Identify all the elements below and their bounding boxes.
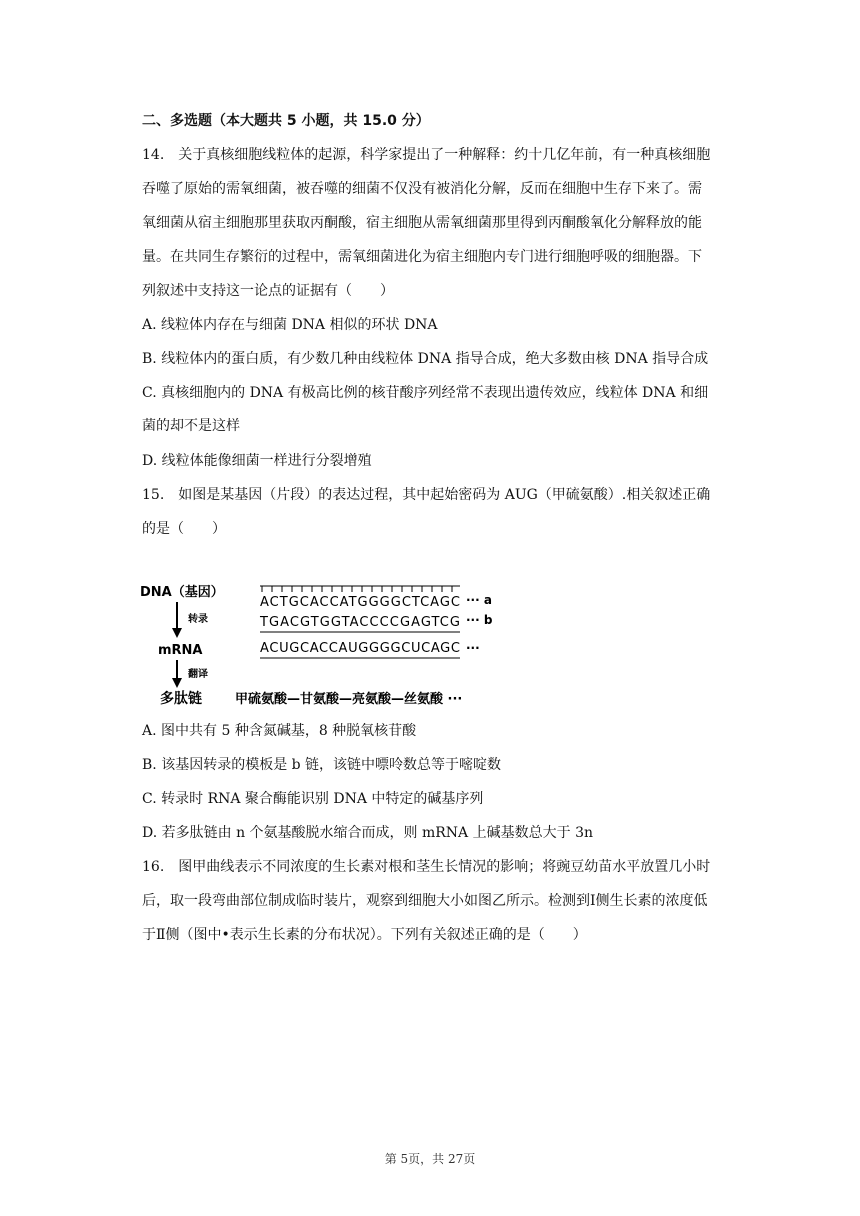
polypeptide-chain: 甲硫氨酸—甘氨酸—亮氨酸—丝氨酸 ··· xyxy=(235,692,463,707)
q16-line-1: 16. 图甲曲线表示不同浓度的生长素对根和茎生长情况的影响；将豌豆幼苗水平放置几小时 xyxy=(142,859,711,875)
q14-line-1: 14. 关于真核细胞线粒体的起源，科学家提出了一种解释：约十几亿年前，有一种真核细胞 xyxy=(142,147,711,163)
q14-option-c: C. 真核细胞内的 DNA 有极高比例的核苷酸序列经常不表现出遗传效应，线粒体 DNA 和细 xyxy=(142,385,709,401)
strand-a-label: ··· a xyxy=(466,593,492,607)
figure-label-mrna: mRNA xyxy=(158,643,203,658)
strand-b-label: ··· b xyxy=(466,613,493,627)
section-title: 二、多选题（本大题共 5 小题，共 15.0 分） xyxy=(142,113,430,129)
q15-line-2: 的是（ ） xyxy=(142,521,226,537)
page-footer: 第 5页，共 27页 xyxy=(384,1152,476,1166)
q14-line-5: 列叙述中支持这一论点的证据有（ ） xyxy=(142,283,394,299)
q14-line-4: 量。在共同生存繁衍的过程中，需氧细菌进化为宿主细胞内专门进行细胞呼吸的细胞器。下 xyxy=(142,249,702,265)
figure-label-peptide: 多肽链 xyxy=(160,691,202,707)
q15-option-b: B. 该基因转录的模板是 b 链，该链中嘌呤数总等于嘧啶数 xyxy=(142,757,502,773)
figure-label-transcription: 转录 xyxy=(188,614,208,625)
q14-line-2: 吞噬了原始的需氧细菌，被吞噬的细菌不仅没有被消化分解，反而在细胞中生存下来了。需 xyxy=(142,181,702,197)
gene-expression-figure xyxy=(140,580,520,710)
translation-arrow-head xyxy=(172,678,182,688)
q15-line-1: 15. 如图是某基因（片段）的表达过程，其中起始密码为 AUG（甲硫氨酸）.相关叙述正确 xyxy=(142,487,711,503)
q15-option-d: D. 若多肽链由 n 个氨基酸脱水缩合而成，则 mRNA 上碱基数总大于 3n xyxy=(142,825,593,841)
q14-option-c-cont: 菌的却不是这样 xyxy=(142,418,240,434)
q14-option-b: B. 线粒体内的蛋白质，有少数几种由线粒体 DNA 指导合成，绝大多数由核 DNA 指导合成 xyxy=(142,351,709,367)
q14-option-d: D. 线粒体能像细菌一样进行分裂增殖 xyxy=(142,453,372,469)
dna-strand-b: TGACGTGGTACCCCGAGTCG xyxy=(260,615,460,630)
q14-line-3: 氧细菌从宿主细胞那里获取丙酮酸，宿主细胞从需氧细菌那里得到丙酮酸氧化分解释放的能 xyxy=(142,215,702,231)
q15-option-c: C. 转录时 RNA 聚合酶能识别 DNA 中特定的碱基序列 xyxy=(142,791,484,807)
figure-label-dna: DNA（基因） xyxy=(140,585,224,600)
mrna-strand: ACUGCACCAUGGGGCUCAGC xyxy=(260,641,460,656)
figure-label-translation: 翻译 xyxy=(188,669,208,680)
dna-strand-a: ACTGCACCATGGGGCTCAGC xyxy=(260,595,460,610)
q16-line-2: 后，取一段弯曲部位制成临时装片，观察到细胞大小如图乙所示。检测到Ⅰ侧生长素的浓度低 xyxy=(142,893,708,909)
q16-line-3: 于Ⅱ侧（图中•表示生长素的分布状况）。下列有关叙述正确的是（ ） xyxy=(142,927,587,943)
dna-backbone-ticks xyxy=(260,586,460,592)
mrna-ellipsis: ··· xyxy=(466,641,480,655)
transcription-arrow-head xyxy=(172,628,182,638)
q15-option-a: A. 图中共有 5 种含氮碱基，8 种脱氧核苷酸 xyxy=(142,723,417,739)
q14-option-a: A. 线粒体内存在与细菌 DNA 相似的环状 DNA xyxy=(142,317,438,333)
